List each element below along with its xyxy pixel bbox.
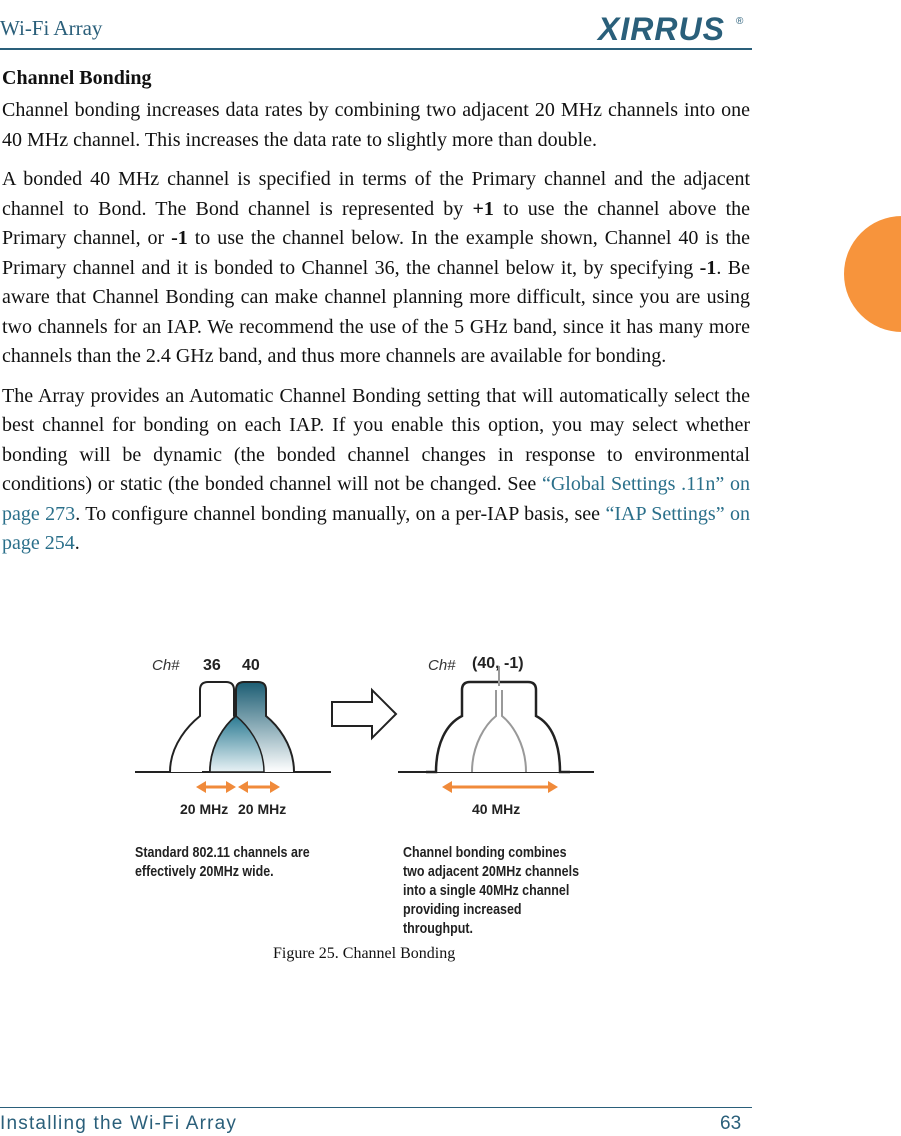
footer-page-number: 63 [720, 1113, 742, 1134]
left-caption-line-2: effectively 20MHz wide. [135, 864, 274, 880]
right-figure-caption [403, 844, 581, 939]
width-arrow-20mhz-a [196, 781, 236, 793]
paragraph-1: Channel bonding increases data rates by combining two adjacent 20 MHz channels into one 40 MHz channel. This increases the data rate to slightly more than double. [2, 99, 750, 151]
header-rule [0, 48, 752, 50]
p2-text-4: . Be aware that Channel Bonding can make channel planning more difficult, since you are using two channels for an IAP. We recommend the use of the 5 GHz band, since it has many more channels than the 2.4 GHz band, and thus more channels are available for bonding. [2, 256, 750, 367]
width-arrow-20mhz-b [238, 781, 280, 793]
p2-bold-plus1: +1 [472, 197, 494, 220]
figure-caption: Figure 25. Channel Bonding [273, 945, 456, 962]
p2-bold-minus1: -1 [171, 227, 188, 249]
left-ch-label: Ch# [152, 657, 180, 674]
left-width-label-b: 20 MHz [238, 801, 287, 817]
p2-text-3: to use the channel below. In the example shown, Channel 40 is the Primary channel and it is bonded to Channel 36, the channel below it, by specifying [2, 227, 751, 279]
paragraph-3 [2, 382, 750, 559]
section-heading: Channel Bonding [2, 67, 152, 89]
p2-text-1: A bonded 40 MHz channel is specified in terms of the Primary channel and the adjacent channel to Bond. The Bond channel is represented by [2, 168, 750, 220]
p3-text-1: The Array provides an Automatic Channel Bonding setting that will automatically select the best channel for bonding on each IAP. If you enable this option, you may select whether bonding will be dynamic (the bonded channel changes in response to environmental conditions) or static (the bonded channel will not be changed. See [2, 384, 750, 495]
xirrus-logo [596, 12, 748, 46]
right-caption-line-4: providing increased throughput. [403, 902, 522, 937]
bonded-channel-shape [426, 682, 570, 772]
channel-bonding-figure [130, 644, 610, 937]
p2-text-2: to use the channel above the Primary channel, or [2, 197, 750, 249]
logo-text: XIRRUS [598, 12, 725, 46]
left-figure-caption [135, 844, 310, 882]
right-width-label: 40 MHz [472, 801, 521, 817]
left-caption-line-1: Standard 802.11 channels are [135, 845, 310, 861]
left-ch-36: 36 [203, 657, 221, 674]
right-caption-line-3: into a single 40MHz channel [403, 883, 570, 899]
header-title: Wi-Fi Array [0, 16, 103, 40]
transform-arrow-icon [332, 690, 396, 738]
p3-text-3: . [74, 532, 80, 554]
left-width-label-a: 20 MHz [180, 801, 229, 817]
right-ch-value: (40, -1) [472, 655, 524, 672]
channel-bonding-diagram [130, 644, 610, 844]
link-iap-settings[interactable]: “IAP Settings” on page 254 [2, 502, 750, 554]
p2-bold-minus1-example: -1 [699, 256, 717, 279]
footer-rule [0, 1107, 752, 1108]
right-ch-label: Ch# [428, 657, 456, 674]
link-global-settings-11n[interactable]: “Global Settings .11n” on page 273 [2, 473, 750, 525]
chapter-tab-marker [844, 216, 901, 332]
right-caption-line-2: two adjacent 20MHz channels [403, 864, 580, 880]
footer-section-title: Installing the Wi-Fi Array [0, 1113, 238, 1134]
paragraph-2 [2, 165, 750, 372]
width-arrow-40mhz [442, 781, 558, 793]
section-content [2, 64, 750, 569]
left-ch-40: 40 [242, 657, 260, 674]
p3-text-2: . To configure channel bonding manually, on a per-IAP basis, see [75, 502, 606, 525]
right-caption-line-1: Channel bonding combines [403, 845, 567, 861]
logo-mark: ® [736, 16, 744, 27]
